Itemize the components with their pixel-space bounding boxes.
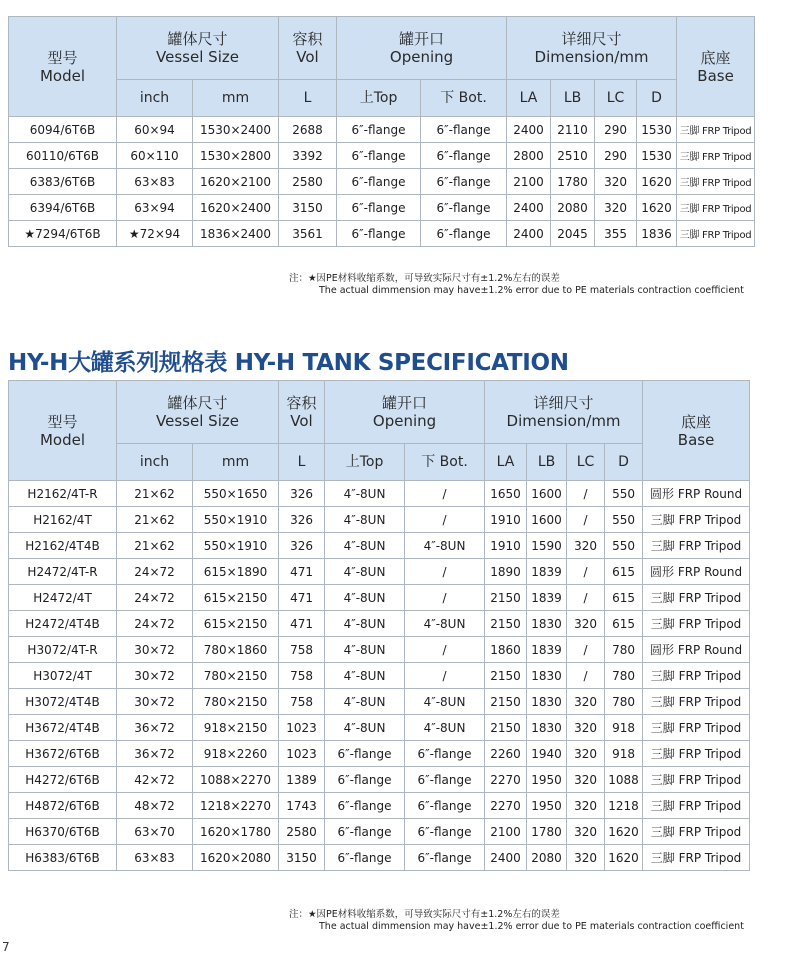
page-number: 7 [2,940,10,954]
cell-bot: / [405,559,485,585]
cell-vol: 1743 [279,793,325,819]
header-mm: mm [193,80,279,117]
cell-vol: 758 [279,637,325,663]
note-bottom [289,909,744,933]
header-d: D [637,80,677,117]
cell-d: 780 [605,637,643,663]
cell-lc: 320 [567,819,605,845]
cell-vol: 758 [279,689,325,715]
cell-la: 1650 [485,481,527,507]
cell-la: 2150 [485,585,527,611]
cell-d: 780 [605,689,643,715]
cell-model: 6383/6T6B [9,169,117,195]
cell-mm: 615×2150 [193,585,279,611]
cell-d: 1088 [605,767,643,793]
cell-bot: / [405,507,485,533]
cell-top: 6″-flange [337,143,421,169]
cell-base: 三脚 FRP Tripod [677,169,755,195]
cell-la: 2400 [507,221,551,247]
cell-inch: 21×62 [117,533,193,559]
cell-lc: 355 [595,221,637,247]
cell-model: H2472/4T [9,585,117,611]
header-liters: L [279,80,337,117]
cell-bot: 4″-8UN [405,715,485,741]
cell-d: 1620 [605,845,643,871]
cell-base: 三脚 FRP Tripod [643,741,750,767]
cell-lb: 2510 [551,143,595,169]
cell-d: 1620 [605,819,643,845]
cell-inch: 24×72 [117,611,193,637]
cell-la: 2100 [485,819,527,845]
cell-d: 918 [605,715,643,741]
table-row [9,559,750,585]
table-row [9,611,750,637]
header-opening: 罐开口 Opening [325,381,485,444]
table-row [9,221,755,247]
cell-bot: 4″-8UN [405,533,485,559]
cell-bot: / [405,481,485,507]
cell-lc: 320 [567,793,605,819]
cell-base: 圆形 FRP Round [643,637,750,663]
cell-inch: 21×62 [117,481,193,507]
cell-vol: 3150 [279,195,337,221]
cell-bot: / [405,585,485,611]
cell-vol: 3392 [279,143,337,169]
cell-d: 1836 [637,221,677,247]
cell-d: 615 [605,585,643,611]
cell-la: 2150 [485,689,527,715]
cell-bot: 6″-flange [405,793,485,819]
table-row [9,533,750,559]
cell-top: 6″-flange [325,767,405,793]
cell-base: 三脚 FRP Tripod [643,793,750,819]
table-row [9,637,750,663]
cell-base: 三脚 FRP Tripod [643,689,750,715]
cell-top: 4″-8UN [325,637,405,663]
cell-lb: 2080 [527,845,567,871]
header-lb: LB [551,80,595,117]
header-base: 底座 Base [677,17,755,117]
cell-top: 4″-8UN [325,585,405,611]
cell-vol: 2688 [279,117,337,143]
cell-lb: 1600 [527,507,567,533]
cell-inch: 24×72 [117,559,193,585]
cell-la: 2400 [507,195,551,221]
header-mm: mm [193,444,279,481]
cell-lc: 290 [595,143,637,169]
cell-mm: 550×1650 [193,481,279,507]
cell-top: 6″-flange [325,845,405,871]
header-inch: inch [117,444,193,481]
cell-d: 918 [605,741,643,767]
table-row [9,845,750,871]
cell-lc: 320 [567,741,605,767]
cell-top: 6″-flange [337,117,421,143]
note-en: The actual dimmension may have±1.2% error due to PE materials contraction coefficient [319,285,744,296]
table-row [9,663,750,689]
cell-vol: 1389 [279,767,325,793]
cell-d: 1620 [637,169,677,195]
header-dimension: 详细尺寸 Dimension/mm [507,17,677,80]
table-row [9,143,755,169]
cell-base: 三脚 FRP Tripod [677,195,755,221]
cell-vol: 471 [279,585,325,611]
table-row [9,169,755,195]
cell-inch: 30×72 [117,663,193,689]
header-liters: L [279,444,325,481]
table-row [9,585,750,611]
header-top: 上Top [325,444,405,481]
cell-lc: 320 [567,611,605,637]
cell-top: 6″-flange [337,169,421,195]
cell-d: 1218 [605,793,643,819]
spec-table-top [8,16,755,247]
cell-model: 6094/6T6B [9,117,117,143]
cell-vol: 326 [279,507,325,533]
cell-model: H6370/6T6B [9,819,117,845]
cell-vol: 3150 [279,845,325,871]
header-inch: inch [117,80,193,117]
cell-la: 2150 [485,715,527,741]
cell-mm: 1620×1780 [193,819,279,845]
cell-base: 三脚 FRP Tripod [677,117,755,143]
table-row [9,195,755,221]
cell-mm: 1836×2400 [193,221,279,247]
cell-la: 1910 [485,533,527,559]
cell-bot: / [405,663,485,689]
cell-top: 6″-flange [325,819,405,845]
cell-d: 550 [605,481,643,507]
table-row [9,793,750,819]
cell-bot: 6″-flange [421,117,507,143]
cell-lc: 320 [595,169,637,195]
cell-mm: 780×1860 [193,637,279,663]
cell-lb: 1940 [527,741,567,767]
cell-model: 6394/6T6B [9,195,117,221]
cell-lc: / [567,637,605,663]
cell-mm: 918×2150 [193,715,279,741]
cell-mm: 1530×2800 [193,143,279,169]
note-cn: 注：★因PE材料收缩系数，可导致实际尺寸有±1.2%左右的误差 [289,909,560,920]
cell-model: H3072/4T-R [9,637,117,663]
cell-bot: 6″-flange [405,767,485,793]
cell-d: 615 [605,611,643,637]
cell-vol: 2580 [279,169,337,195]
header-bot: 下 Bot. [421,80,507,117]
cell-lb: 1839 [527,637,567,663]
cell-base: 三脚 FRP Tripod [643,845,750,871]
cell-lc: / [567,585,605,611]
header-lc: LC [595,80,637,117]
cell-d: 615 [605,559,643,585]
cell-top: 6″-flange [337,221,421,247]
cell-bot: 6″-flange [405,741,485,767]
cell-inch: 30×72 [117,689,193,715]
cell-base: 圆形 FRP Round [643,559,750,585]
cell-mm: 1620×2100 [193,169,279,195]
header-base: 底座 Base [643,381,750,481]
cell-mm: 780×2150 [193,689,279,715]
cell-la: 2400 [485,845,527,871]
cell-mm: 615×1890 [193,559,279,585]
cell-d: 1530 [637,143,677,169]
table-row [9,715,750,741]
cell-model: H2472/4T-R [9,559,117,585]
header-d: D [605,444,643,481]
cell-lc: / [567,507,605,533]
cell-vol: 471 [279,611,325,637]
cell-d: 550 [605,533,643,559]
cell-lc: / [567,663,605,689]
header-vessel-size: 罐体尺寸 Vessel Size [117,17,279,80]
cell-la: 2270 [485,793,527,819]
cell-inch: 36×72 [117,715,193,741]
cell-vol: 1023 [279,741,325,767]
cell-base: 三脚 FRP Tripod [643,611,750,637]
cell-mm: 1218×2270 [193,793,279,819]
cell-model: ★7294/6T6B [9,221,117,247]
cell-lc: 320 [595,195,637,221]
cell-inch: 42×72 [117,767,193,793]
cell-vol: 2580 [279,819,325,845]
cell-vol: 758 [279,663,325,689]
cell-lb: 2045 [551,221,595,247]
cell-top: 6″-flange [325,741,405,767]
table-row [9,507,750,533]
cell-la: 2150 [485,663,527,689]
cell-model: H3672/4T4B [9,715,117,741]
cell-model: 60110/6T6B [9,143,117,169]
cell-la: 2270 [485,767,527,793]
cell-top: 4″-8UN [325,715,405,741]
cell-inch: 63×94 [117,195,193,221]
cell-mm: 550×1910 [193,507,279,533]
table-row [9,117,755,143]
cell-lb: 1950 [527,767,567,793]
cell-top: 4″-8UN [325,533,405,559]
cell-lc: 320 [567,533,605,559]
cell-vol: 471 [279,559,325,585]
cell-model: H4272/6T6B [9,767,117,793]
header-la: LA [507,80,551,117]
cell-la: 2100 [507,169,551,195]
cell-lc: 320 [567,767,605,793]
cell-model: H2472/4T4B [9,611,117,637]
header-lc: LC [567,444,605,481]
cell-lb: 1830 [527,689,567,715]
cell-model: H3672/6T6B [9,741,117,767]
cell-lb: 1839 [527,559,567,585]
cell-inch: 63×70 [117,819,193,845]
cell-la: 2800 [507,143,551,169]
cell-mm: 615×2150 [193,611,279,637]
cell-inch: ★72×94 [117,221,193,247]
note-en: The actual dimmension may have±1.2% error due to PE materials contraction coefficient [319,921,744,932]
cell-bot: 6″-flange [405,845,485,871]
cell-inch: 63×83 [117,169,193,195]
cell-bot: 6″-flange [421,143,507,169]
cell-d: 550 [605,507,643,533]
note-cn: 注：★因PE材料收缩系数，可导致实际尺寸有±1.2%左右的误差 [289,273,560,284]
header-la: LA [485,444,527,481]
section-title: HY-H大罐系列规格表 HY-H TANK SPECIFICATION [8,350,569,376]
cell-mm: 780×2150 [193,663,279,689]
table-row [9,689,750,715]
cell-mm: 1088×2270 [193,767,279,793]
cell-base: 圆形 FRP Round [643,481,750,507]
cell-mm: 1620×2080 [193,845,279,871]
cell-bot: / [405,637,485,663]
cell-lb: 2110 [551,117,595,143]
cell-top: 4″-8UN [325,689,405,715]
header-opening: 罐开口 Opening [337,17,507,80]
cell-la: 2150 [485,611,527,637]
header-lb: LB [527,444,567,481]
cell-top: 6″-flange [325,793,405,819]
cell-bot: 6″-flange [421,195,507,221]
cell-top: 6″-flange [337,195,421,221]
cell-inch: 60×94 [117,117,193,143]
header-dimension: 详细尺寸 Dimension/mm [485,381,643,444]
header-model: 型号 Model [9,381,117,481]
cell-la: 1910 [485,507,527,533]
cell-base: 三脚 FRP Tripod [643,715,750,741]
cell-vol: 326 [279,481,325,507]
cell-lb: 2080 [551,195,595,221]
cell-base: 三脚 FRP Tripod [643,507,750,533]
cell-top: 4″-8UN [325,507,405,533]
cell-d: 1530 [637,117,677,143]
cell-model: H2162/4T [9,507,117,533]
cell-base: 三脚 FRP Tripod [643,533,750,559]
cell-bot: 6″-flange [405,819,485,845]
header-vol: 容积 Vol [279,381,325,444]
table-row [9,741,750,767]
cell-base: 三脚 FRP Tripod [677,143,755,169]
cell-d: 780 [605,663,643,689]
header-top: 上Top [337,80,421,117]
cell-la: 1860 [485,637,527,663]
cell-lb: 1780 [551,169,595,195]
cell-bot: 6″-flange [421,169,507,195]
cell-inch: 30×72 [117,637,193,663]
cell-vol: 326 [279,533,325,559]
cell-base: 三脚 FRP Tripod [643,663,750,689]
cell-inch: 21×62 [117,507,193,533]
cell-lb: 1830 [527,663,567,689]
cell-top: 4″-8UN [325,663,405,689]
header-vol: 容积 Vol [279,17,337,80]
header-bot: 下 Bot. [405,444,485,481]
cell-inch: 24×72 [117,585,193,611]
table-row [9,767,750,793]
cell-lc: 320 [567,689,605,715]
cell-d: 1620 [637,195,677,221]
cell-vol: 1023 [279,715,325,741]
table-row [9,819,750,845]
spec-table-bottom [8,380,750,871]
cell-mm: 1620×2400 [193,195,279,221]
cell-lb: 1830 [527,611,567,637]
table-row [9,481,750,507]
cell-base: 三脚 FRP Tripod [643,585,750,611]
cell-bot: 4″-8UN [405,689,485,715]
cell-lc: 320 [567,845,605,871]
cell-base: 三脚 FRP Tripod [643,819,750,845]
cell-model: H6383/6T6B [9,845,117,871]
cell-lb: 1839 [527,585,567,611]
cell-base: 三脚 FRP Tripod [643,767,750,793]
cell-inch: 48×72 [117,793,193,819]
cell-top: 4″-8UN [325,611,405,637]
cell-la: 1890 [485,559,527,585]
cell-lc: 290 [595,117,637,143]
cell-lb: 1830 [527,715,567,741]
cell-base: 三脚 FRP Tripod [677,221,755,247]
cell-model: H4872/6T6B [9,793,117,819]
cell-inch: 60×110 [117,143,193,169]
note-top [289,273,744,297]
cell-lb: 1780 [527,819,567,845]
cell-lc: / [567,559,605,585]
cell-la: 2400 [507,117,551,143]
cell-model: H3072/4T [9,663,117,689]
cell-model: H2162/4T-R [9,481,117,507]
cell-inch: 63×83 [117,845,193,871]
cell-vol: 3561 [279,221,337,247]
cell-lc: 320 [567,715,605,741]
cell-lb: 1600 [527,481,567,507]
cell-la: 2260 [485,741,527,767]
header-vessel-size: 罐体尺寸 Vessel Size [117,381,279,444]
cell-top: 4″-8UN [325,559,405,585]
cell-model: H3072/4T4B [9,689,117,715]
cell-lc: / [567,481,605,507]
cell-inch: 36×72 [117,741,193,767]
cell-lb: 1590 [527,533,567,559]
header-model: 型号 Model [9,17,117,117]
cell-lb: 1950 [527,793,567,819]
cell-bot: 4″-8UN [405,611,485,637]
cell-top: 4″-8UN [325,481,405,507]
cell-mm: 1530×2400 [193,117,279,143]
cell-mm: 550×1910 [193,533,279,559]
cell-bot: 6″-flange [421,221,507,247]
cell-model: H2162/4T4B [9,533,117,559]
cell-mm: 918×2260 [193,741,279,767]
